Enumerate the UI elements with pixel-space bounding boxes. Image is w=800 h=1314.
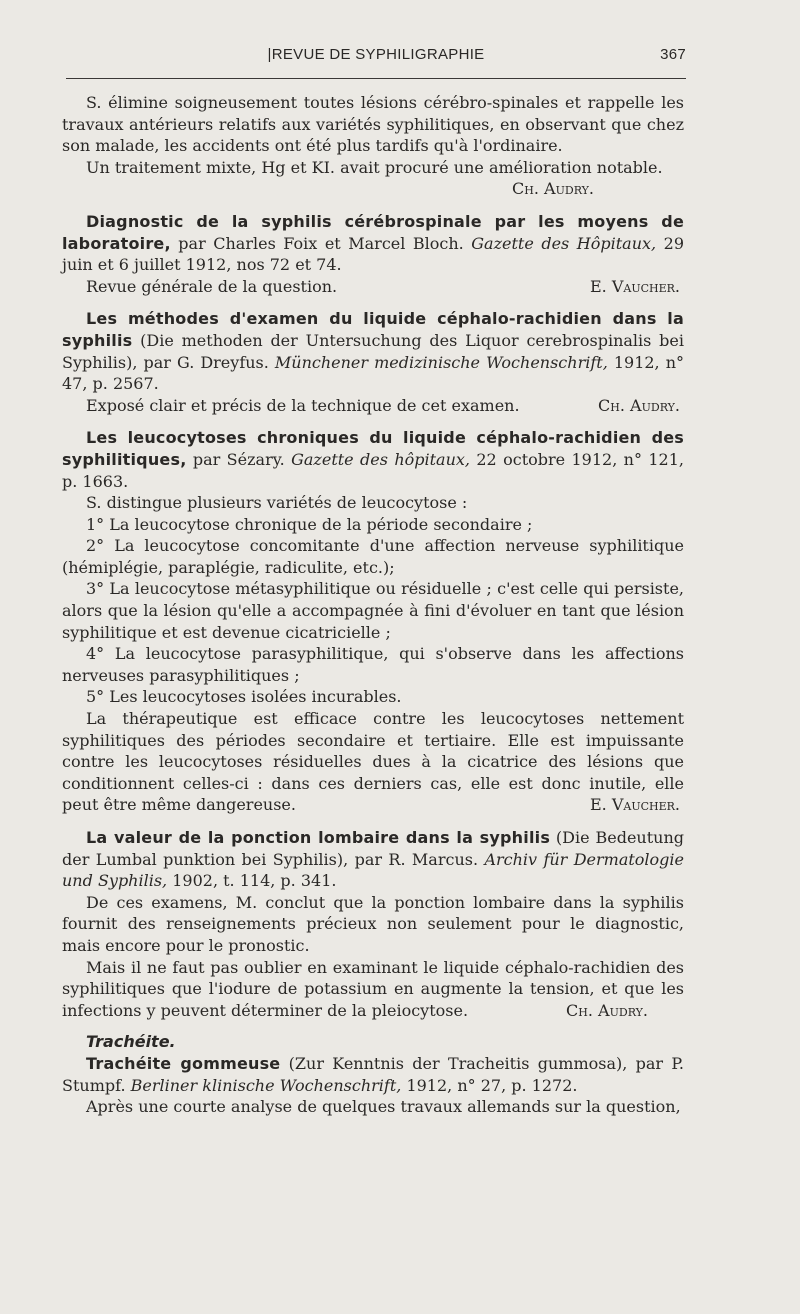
paragraph-text: Mais il ne faut pas oublier en examinant le liquide céphalo-rachidien des syphilitiques que l'iodure de potassium en augmente la tension, et que les infections y peuvent déterminer de la pleiocytose.	[62, 957, 684, 1020]
article-journal: Archiv für Dermatologie und Syphilis,	[62, 849, 685, 891]
article-paragraph: De ces examens, M. conclut que la ponction lombaire dans la syphilis fournit des renseignements précieux non seulement pour le diagnostic, mais encore pour le pronostic.	[62, 892, 684, 955]
signature: E. Vaucher.	[589, 795, 680, 815]
article-authors: par Charles Foix et Marcel Bloch.	[170, 233, 472, 253]
article-subtitle: (Zur Kenntnis der Tracheitis gummosa), par P. Stumpf.	[62, 1053, 684, 1095]
signature	[62, 178, 684, 200]
list-item: 1° La leucocytose chronique de la période secondaire ;	[86, 514, 533, 534]
article-paragraph	[62, 957, 684, 1022]
signature: E. Vaucher.	[589, 276, 680, 296]
signature-text: Ch. Audry.	[512, 179, 594, 199]
list-item: 2° La leucocytose concomitante d'une affection nerveuse syphilitique (hémiplégie, paraplégie, radiculite, etc.);	[62, 536, 684, 577]
header-rule	[66, 78, 686, 79]
intro-treatment-line: Un traitement mixte, Hg et KI. avait procuré une amélioration notable.	[86, 157, 663, 177]
article-title: Diagnostic de la syphilis cérébrospinale par les moyens de laboratoire,	[62, 211, 684, 253]
article-ref: 1912, n° 47, p. 2567.	[62, 352, 684, 394]
article-authors: par Sézary.	[186, 449, 292, 469]
article-heading	[62, 1053, 684, 1096]
page-number: 367	[660, 46, 686, 63]
article-ref: 1902, t. 114, p. 341.	[167, 871, 337, 891]
article-heading	[62, 827, 684, 892]
article-title: Les leucocytoses chroniques du liquide céphalo-rachidien des syphilitiques,	[62, 428, 684, 469]
journal-title: |REVUE DE SYPHILIGRAPHIE	[267, 46, 485, 63]
article-conclusion	[62, 708, 684, 816]
article-journal: Gazette des hôpitaux,	[291, 449, 470, 469]
article-subtitle: (Die Bedeutung der Lumbal punktion bei Syphilis), par R. Marcus.	[62, 828, 684, 869]
conclusion-text: La thérapeutique est efficace contre les leucocytoses nettement syphilitiques des périodes secondaire et tertiaire. Elle est impuissante contre les leucocytoses résiduelles dues à la cicatrice des lésions que conditionnent celles-ci : dans ces derniers cas, elle est donc inutile, elle peut être même dangereuse.	[62, 709, 684, 815]
article-heading	[62, 308, 684, 394]
article-ref: 22 octobre 1912, n° 121, p. 1663.	[62, 449, 684, 491]
signature: Ch. Audry.	[566, 1000, 648, 1020]
article-heading	[62, 211, 684, 276]
section-heading: Trachéite.	[86, 1032, 176, 1052]
list-item: 5° Les leucocytoses isolées incurables.	[86, 687, 402, 707]
article-ref: 1912, n° 27, p. 1272.	[401, 1075, 578, 1095]
article-ref: 29 juin et 6 juillet 1912, nos 72 et 74.	[62, 233, 684, 275]
article-paragraph: Après une courte analyse de quelques travaux allemands sur la question,	[86, 1097, 681, 1117]
list-item: 3° La leucocytose métasyphilitique ou résiduelle ; c'est celle qui persiste, alors que la lésion qu'elle a accompagnée à fini d'évoluer en tant que lésion syphilitique et est devenue cicatricielle ;	[62, 579, 684, 642]
article-intro: S. distingue plusieurs variétés de leucocytose :	[86, 493, 468, 513]
article-journal: Münchener medizinische Wochenschrift,	[274, 352, 608, 372]
running-header	[66, 46, 686, 72]
article-journal: Gazette des Hôpitaux,	[471, 233, 657, 253]
article-summary: Revue générale de la question.	[86, 276, 338, 296]
page-body	[62, 92, 684, 1118]
article-title: Les méthodes d'examen du liquide céphalo-rachidien dans la syphilis	[62, 309, 684, 350]
list-item: 4° La leucocytose parasyphilitique, qui s'observe dans les affections nerveuses parasyphilitiques ;	[62, 644, 684, 685]
article-summary-line	[62, 276, 684, 298]
signature: Ch. Audry.	[598, 395, 680, 415]
article-title: La valeur de la ponction lombaire dans la syphilis	[86, 828, 551, 847]
intro-paragraph: S. élimine soigneusement toutes lésions cérébro-spinales et rappelle les travaux antérieurs relatifs aux variétés syphilitiques, en observant que chez son malade, les accidents ont été plus tardifs qu'à l'ordinaire.	[62, 93, 684, 156]
article-subtitle: (Die methoden der Untersuchung des Liquor cerebrospinalis bei Syphilis), par G. Dreyfus.	[62, 330, 684, 372]
article-heading	[62, 427, 684, 492]
article-title: Trachéite gommeuse	[86, 1053, 281, 1073]
article-summary: Exposé clair et précis de la technique de cet examen.	[86, 395, 520, 415]
article-journal: Berliner klinische Wochenschrift,	[130, 1075, 402, 1095]
article-summary-line	[62, 395, 684, 417]
